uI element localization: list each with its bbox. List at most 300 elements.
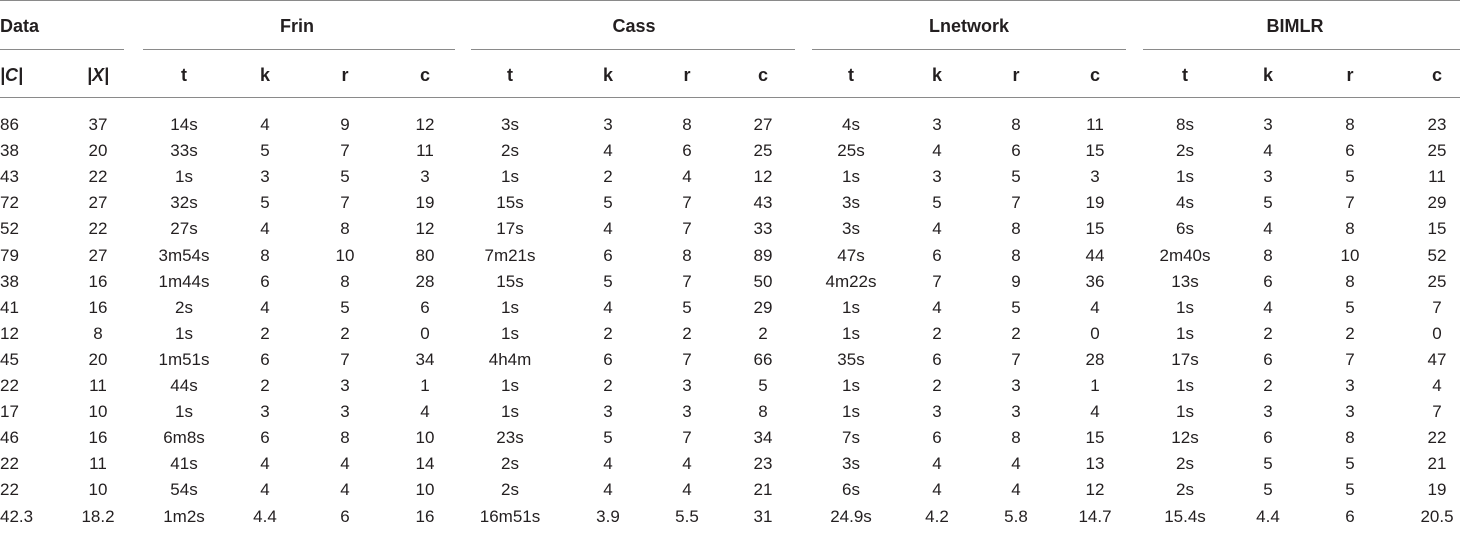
- column-header: t: [507, 65, 513, 85]
- table-cell: 4: [1263, 298, 1273, 317]
- table-cell: 5: [340, 298, 350, 317]
- table-cell: 8: [1011, 428, 1021, 447]
- table-cell: 1s: [1176, 402, 1194, 421]
- table-cell: 2m40s: [1159, 246, 1211, 265]
- table-cell: 4: [1432, 376, 1442, 395]
- column-header: k: [259, 65, 270, 85]
- table-cell: 8: [1263, 246, 1273, 265]
- table-cell: 6: [420, 298, 430, 317]
- table-cell: 52: [0, 219, 19, 238]
- table-cell: 12: [415, 115, 435, 134]
- table-cell: 27: [88, 193, 108, 212]
- table-cell: 2: [603, 376, 613, 395]
- table-cell: 14: [415, 454, 435, 473]
- table-cell: 52: [1427, 246, 1447, 265]
- table-cell: 8: [1011, 219, 1021, 238]
- table-cell: 3: [1011, 402, 1021, 421]
- table-cell: 5: [1011, 298, 1021, 317]
- table-cell: 13: [1085, 454, 1105, 473]
- table-cell: 6m8s: [163, 428, 205, 447]
- table-cell: 25: [1427, 272, 1447, 291]
- table-cell: 2: [1263, 376, 1273, 395]
- table-cell: 8: [340, 428, 350, 447]
- table-cell: 4: [932, 219, 942, 238]
- table-cell: 3: [1345, 402, 1355, 421]
- group-rule-0: [0, 49, 124, 50]
- table-cell: 47s: [837, 246, 865, 265]
- column-header: t: [848, 65, 854, 85]
- table-cell: 10: [1340, 246, 1360, 265]
- table-cell: 3: [1263, 402, 1273, 421]
- table-cell: 15: [1085, 428, 1105, 447]
- table-cell: 7: [932, 272, 942, 291]
- table-cell: 13s: [1171, 272, 1199, 291]
- table-cell: 5: [1345, 480, 1355, 499]
- table-cell: 6s: [842, 480, 860, 499]
- table-cell: 4: [932, 454, 942, 473]
- table-cell: 8: [260, 246, 270, 265]
- table-cell: 5: [1011, 167, 1021, 186]
- table-cell: 7: [682, 350, 692, 369]
- table-cell: 12: [753, 167, 773, 186]
- table-cell: 36: [1085, 272, 1105, 291]
- header-rule: [0, 97, 1460, 98]
- table-cell: 6: [1263, 272, 1273, 291]
- table-cell: 4: [260, 115, 270, 134]
- table-cell: 3: [682, 376, 692, 395]
- column-header: r: [341, 65, 349, 85]
- table-cell: 43: [0, 167, 19, 186]
- table-cell: 89: [753, 246, 773, 265]
- table-cell: 2: [1011, 324, 1021, 343]
- table-cell: 80: [415, 246, 435, 265]
- table-cell: 11: [89, 376, 107, 395]
- table-cell: 6: [1345, 141, 1355, 160]
- table-cell: 1: [1090, 376, 1100, 395]
- table-cell: 6s: [1176, 219, 1194, 238]
- top-rule: [0, 0, 1460, 1]
- group-rule-1: [143, 49, 455, 50]
- table-cell: 7: [682, 219, 692, 238]
- table-cell: 4: [420, 402, 430, 421]
- table-cell: 2s: [1176, 141, 1194, 160]
- column-header: k: [931, 65, 942, 85]
- table-cell: 6: [260, 350, 270, 369]
- table-cell: 5: [1345, 298, 1355, 317]
- table-cell: 8: [758, 402, 768, 421]
- table-cell: 15: [1085, 141, 1105, 160]
- table-cell: 1s: [501, 376, 519, 395]
- table-cell: 1s: [842, 298, 860, 317]
- average-cell: 4.4: [253, 507, 277, 526]
- table-cell: 3: [932, 402, 942, 421]
- table-cell: 27: [753, 115, 773, 134]
- table-cell: 15: [1085, 219, 1105, 238]
- table-cell: 47: [1427, 350, 1447, 369]
- table-cell: 16: [88, 272, 108, 291]
- table-cell: 2: [340, 324, 350, 343]
- table-cell: 2s: [175, 298, 193, 317]
- group-header-cass: Cass: [612, 16, 656, 36]
- table-cell: 41s: [170, 454, 198, 473]
- table-cell: 4: [1090, 298, 1100, 317]
- table-cell: 4: [1263, 219, 1273, 238]
- table-cell: 3: [260, 167, 270, 186]
- average-cell: 24.9s: [830, 507, 872, 526]
- table-cell: 3: [420, 167, 430, 186]
- table-cell: 28: [415, 272, 435, 291]
- table-cell: 5: [682, 298, 692, 317]
- average-cell: 4.2: [925, 507, 949, 526]
- table-cell: 6: [603, 350, 613, 369]
- group-rule-4: [1143, 49, 1460, 50]
- average-cell: 18.2: [81, 507, 115, 526]
- table-cell: 86: [0, 115, 19, 134]
- table-cell: 7: [1345, 350, 1355, 369]
- table-cell: 7m21s: [484, 246, 536, 265]
- table-cell: 2: [603, 167, 613, 186]
- table-cell: 6: [1263, 428, 1273, 447]
- table-cell: 9: [1011, 272, 1021, 291]
- average-cell: 4.4: [1256, 507, 1280, 526]
- table-cell: 44s: [170, 376, 198, 395]
- table-cell: 6: [932, 246, 942, 265]
- table-cell: 1s: [501, 402, 519, 421]
- table-cell: 5: [260, 141, 270, 160]
- table-cell: 7: [1011, 193, 1021, 212]
- average-cell: 42.3: [0, 507, 34, 526]
- table-cell: 44: [1085, 246, 1105, 265]
- table-cell: 8: [1345, 115, 1355, 134]
- column-header: c: [1089, 65, 1100, 85]
- table-cell: 20: [88, 141, 108, 160]
- table-cell: 4: [260, 298, 270, 317]
- table-cell: 33s: [170, 141, 198, 160]
- average-cell: 16m51s: [479, 507, 541, 526]
- table-cell: 32s: [170, 193, 198, 212]
- table-cell: 38: [0, 272, 19, 291]
- table-cell: 1s: [842, 376, 860, 395]
- table-cell: 3: [932, 115, 942, 134]
- table-cell: 1: [420, 376, 430, 395]
- table-cell: 14s: [170, 115, 198, 134]
- column-header: r: [683, 65, 691, 85]
- table-cell: 3s: [842, 454, 860, 473]
- table-cell: 1s: [175, 167, 193, 186]
- average-cell: 5.5: [675, 507, 699, 526]
- table-cell: 15s: [496, 272, 524, 291]
- table-cell: 6: [260, 428, 270, 447]
- table-cell: 12: [0, 324, 19, 343]
- table-cell: 8: [1345, 428, 1355, 447]
- table-cell: 11: [416, 141, 434, 160]
- table-cell: 4s: [842, 115, 860, 134]
- table-cell: 7s: [842, 428, 860, 447]
- table-cell: 17s: [496, 219, 524, 238]
- table-cell: 22: [0, 376, 19, 395]
- table-cell: 34: [415, 350, 435, 369]
- table-cell: 8: [93, 324, 103, 343]
- table-cell: 1s: [175, 324, 193, 343]
- table-cell: 4: [932, 298, 942, 317]
- table-cell: 7: [340, 350, 350, 369]
- group-header-bimlr: BIMLR: [1266, 16, 1324, 36]
- table-cell: 11: [1086, 115, 1104, 134]
- table-cell: 7: [682, 272, 692, 291]
- group-header-lnetwork: Lnetwork: [928, 16, 1009, 36]
- table-cell: 1s: [842, 402, 860, 421]
- average-cell: 6: [340, 507, 350, 526]
- table-cell: 72: [0, 193, 19, 212]
- table-cell: 1s: [501, 298, 519, 317]
- average-cell: 20.5: [1420, 507, 1454, 526]
- table-cell: 2: [1263, 324, 1273, 343]
- table-cell: 5: [260, 193, 270, 212]
- table-cell: 0: [420, 324, 430, 343]
- table-cell: 8s: [1176, 115, 1194, 134]
- table-cell: 5: [1263, 454, 1273, 473]
- table-cell: 25: [753, 141, 773, 160]
- table-cell: 2s: [501, 454, 519, 473]
- table-cell: 11: [89, 454, 107, 473]
- table-cell: 5: [932, 193, 942, 212]
- table-cell: 7: [1345, 193, 1355, 212]
- table-cell: 8: [1345, 219, 1355, 238]
- table-cell: 3: [1011, 376, 1021, 395]
- table-cell: 5: [1263, 193, 1273, 212]
- group-header-frin: Frin: [280, 16, 314, 36]
- average-cell: 5.8: [1004, 507, 1028, 526]
- table-cell: 11: [1428, 167, 1446, 186]
- table-cell: 29: [753, 298, 773, 317]
- table-cell: 4: [682, 454, 692, 473]
- column-header: c: [1431, 65, 1442, 85]
- table-cell: 5: [603, 193, 613, 212]
- table-cell: 50: [753, 272, 773, 291]
- table-cell: 6: [1011, 141, 1021, 160]
- table-cell: 4: [1011, 454, 1021, 473]
- table-cell: 16: [88, 298, 108, 317]
- table-cell: 3: [603, 115, 613, 134]
- table-cell: 16: [88, 428, 108, 447]
- table-cell: 22: [1427, 428, 1447, 447]
- table-cell: 1s: [501, 167, 519, 186]
- average-cell: 6: [1345, 507, 1355, 526]
- table-cell: 38: [0, 141, 19, 160]
- table-cell: 3: [682, 402, 692, 421]
- table-cell: 23: [753, 454, 773, 473]
- table-cell: 4: [603, 298, 613, 317]
- table-cell: 2: [758, 324, 768, 343]
- table-cell: 2: [1345, 324, 1355, 343]
- table-cell: 5: [340, 167, 350, 186]
- table-cell: 22: [0, 454, 19, 473]
- average-cell: 3.9: [596, 507, 620, 526]
- column-header: r: [1012, 65, 1020, 85]
- table-cell: 2s: [501, 141, 519, 160]
- average-cell: 15.4s: [1164, 507, 1206, 526]
- table-cell: 4: [932, 141, 942, 160]
- table-cell: 12: [1085, 480, 1105, 499]
- table-cell: 4s: [1176, 193, 1194, 212]
- table-cell: 20: [88, 350, 108, 369]
- table-cell: 15s: [496, 193, 524, 212]
- table-cell: 4: [260, 219, 270, 238]
- table-cell: 4: [932, 480, 942, 499]
- table-cell: 4: [1090, 402, 1100, 421]
- table-cell: 45: [0, 350, 19, 369]
- table-cell: 2: [260, 376, 270, 395]
- table-cell: 4: [603, 480, 613, 499]
- table-cell: 2s: [501, 480, 519, 499]
- table-cell: 3m54s: [158, 246, 210, 265]
- table-cell: 3: [340, 402, 350, 421]
- table-cell: 3s: [842, 193, 860, 212]
- table-cell: 3: [932, 167, 942, 186]
- table-cell: 12s: [1171, 428, 1199, 447]
- table-cell: 10: [88, 480, 108, 499]
- table-cell: 2: [932, 324, 942, 343]
- table-cell: 8: [340, 272, 350, 291]
- table-cell: 5: [1263, 480, 1273, 499]
- column-header: |X|: [86, 65, 110, 85]
- table-cell: 21: [753, 480, 773, 499]
- table-cell: 23: [1427, 115, 1447, 134]
- table-cell: 33: [753, 219, 773, 238]
- table-cell: 1m51s: [158, 350, 210, 369]
- table-cell: 1s: [1176, 167, 1194, 186]
- table-cell: 8: [1011, 246, 1021, 265]
- table-cell: 23s: [496, 428, 524, 447]
- table-cell: 2: [603, 324, 613, 343]
- table-cell: 8: [1011, 115, 1021, 134]
- table-cell: 4: [260, 454, 270, 473]
- table-cell: 7: [682, 428, 692, 447]
- table-cell: 3: [603, 402, 613, 421]
- table-cell: 46: [0, 428, 19, 447]
- table-cell: 4: [603, 141, 613, 160]
- column-header: t: [181, 65, 187, 85]
- table-cell: 7: [340, 141, 350, 160]
- table-cell: 1s: [1176, 324, 1194, 343]
- table-cell: 3: [1263, 115, 1273, 134]
- table-cell: 6: [603, 246, 613, 265]
- average-cell: 14.7: [1078, 507, 1112, 526]
- average-cell: 1m2s: [163, 507, 205, 526]
- table-cell: 4: [682, 167, 692, 186]
- table-cell: 7: [340, 193, 350, 212]
- table-cell: 4: [682, 480, 692, 499]
- table-cell: 1m44s: [158, 272, 210, 291]
- table-cell: 1s: [175, 402, 193, 421]
- column-header: k: [602, 65, 613, 85]
- table-cell: 17s: [1171, 350, 1199, 369]
- table-cell: 2: [682, 324, 692, 343]
- table-cell: 27: [88, 246, 108, 265]
- table-cell: 19: [1427, 480, 1447, 499]
- table-cell: 2s: [1176, 454, 1194, 473]
- table-cell: 19: [415, 193, 435, 212]
- table-cell: 4: [340, 454, 350, 473]
- table-cell: 7: [682, 193, 692, 212]
- table-cell: 8: [682, 115, 692, 134]
- table-cell: 7: [1432, 298, 1442, 317]
- table-cell: 22: [0, 480, 19, 499]
- column-header: r: [1346, 65, 1354, 85]
- table-cell: 79: [0, 246, 19, 265]
- table-cell: 1s: [1176, 376, 1194, 395]
- table-cell: 2: [260, 324, 270, 343]
- table-cell: 6: [1263, 350, 1273, 369]
- table-cell: 3: [1090, 167, 1100, 186]
- table-cell: 1s: [1176, 298, 1194, 317]
- table-cell: 3s: [842, 219, 860, 238]
- table-cell: 0: [1090, 324, 1100, 343]
- table-cell: 4m22s: [825, 272, 877, 291]
- table-cell: 0: [1432, 324, 1442, 343]
- table-cell: 12: [415, 219, 435, 238]
- group-rule-2: [471, 49, 795, 50]
- table-cell: 8: [1345, 272, 1355, 291]
- group-rule-3: [812, 49, 1126, 50]
- table-cell: 4: [603, 454, 613, 473]
- table-cell: 10: [335, 246, 355, 265]
- table-cell: 54s: [170, 480, 198, 499]
- table-cell: 6: [932, 350, 942, 369]
- table-cell: 3: [260, 402, 270, 421]
- column-header: c: [419, 65, 430, 85]
- table-cell: 10: [415, 428, 435, 447]
- average-cell: 16: [415, 507, 435, 526]
- table-cell: 4h4m: [488, 350, 532, 369]
- column-header: k: [1262, 65, 1273, 85]
- table-cell: 6: [932, 428, 942, 447]
- table-cell: 22: [88, 219, 108, 238]
- table-cell: 5: [1345, 167, 1355, 186]
- table-cell: 7: [1011, 350, 1021, 369]
- table-cell: 10: [88, 402, 108, 421]
- column-header: t: [1182, 65, 1188, 85]
- table-cell: 8: [682, 246, 692, 265]
- table-cell: 5: [603, 428, 613, 447]
- table-cell: 4: [1263, 141, 1273, 160]
- table-cell: 29: [1427, 193, 1447, 212]
- table-cell: 25: [1427, 141, 1447, 160]
- table-cell: 1s: [842, 324, 860, 343]
- table-cell: 4: [603, 219, 613, 238]
- table-cell: 3: [1345, 376, 1355, 395]
- table-cell: 6: [682, 141, 692, 160]
- table-cell: 5: [1345, 454, 1355, 473]
- table-cell: 1s: [501, 324, 519, 343]
- table-cell: 21: [1427, 454, 1447, 473]
- table-cell: 2: [932, 376, 942, 395]
- table-cell: 3s: [501, 115, 519, 134]
- table-cell: 8: [340, 219, 350, 238]
- table-cell: 7: [1432, 402, 1442, 421]
- column-header: |C|: [0, 65, 24, 85]
- table-cell: 4: [1011, 480, 1021, 499]
- table-cell: 5: [603, 272, 613, 291]
- table-cell: 6: [260, 272, 270, 291]
- column-header: c: [757, 65, 768, 85]
- group-header-data: Data: [0, 16, 40, 36]
- table-cell: 19: [1085, 193, 1105, 212]
- table-cell: 35s: [837, 350, 865, 369]
- table-cell: 43: [753, 193, 773, 212]
- table-cell: 10: [415, 480, 435, 499]
- table-cell: 5: [758, 376, 768, 395]
